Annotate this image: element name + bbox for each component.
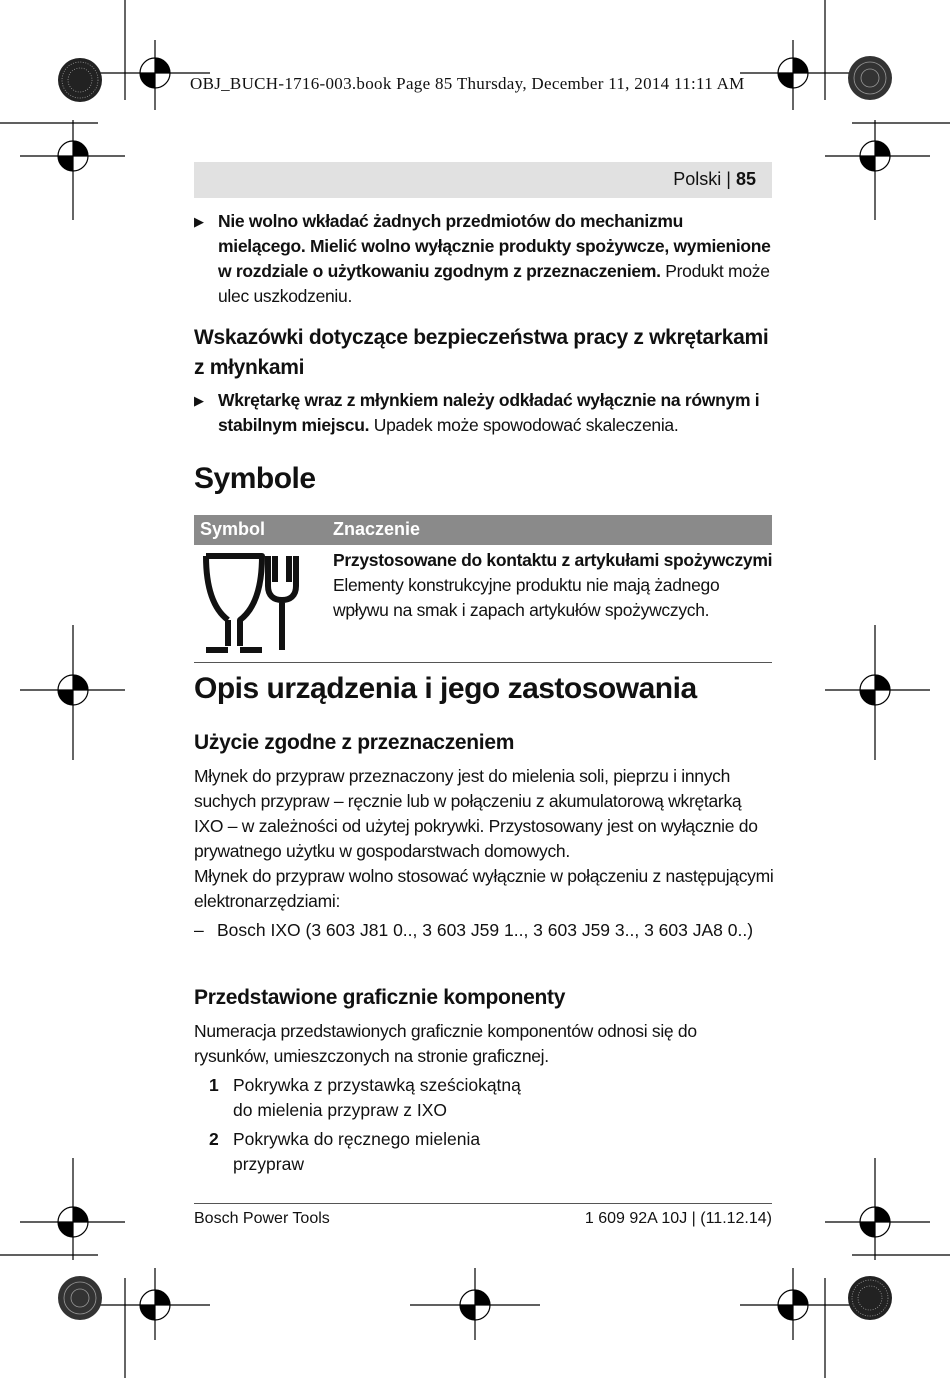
- component-text-2: Pokrywka do ręcznego mielenia przypraw: [233, 1129, 481, 1174]
- footer-code: 1 609 92A 10J | (11.12.14): [584, 1210, 772, 1227]
- food-safe-glass-fork-icon: [196, 550, 300, 656]
- dash-marker: –: [194, 920, 204, 940]
- page-header-label: Polski | 85: [673, 169, 756, 189]
- component-number-2: 2: [209, 1129, 219, 1149]
- language-label: Polski: [673, 169, 722, 189]
- intended-use-paragraph-1: Młynek do przypraw przeznaczony jest do mielenia soli, pieprzu i innych suchych przypraw – ręcznie lub w połączeniu z akumulatorową wkrętarką IXO – w zależności od użytej pokrywki. Przystosowany jest on wyłącznie do prywatnego użytku w gospodarstwach domowych.: [194, 766, 758, 861]
- components-intro: Numeracja przedstawionych graficznie komponentów odnosi się do rysunków, umieszczonych na stronie graficznej.: [194, 1021, 697, 1066]
- warning-normal-text: Produkt może ulec uszkodzeniu.: [218, 261, 770, 306]
- triangle-bullet-icon: ▶: [194, 214, 204, 229]
- warning-bullet-1: [194, 209, 774, 309]
- triangle-bullet-icon: ▶: [194, 393, 204, 408]
- page-header-bar: [194, 162, 772, 198]
- footer-rule: [194, 1203, 772, 1204]
- warning-bold-text: Nie wolno wkładać żadnych przedmiotów do mechanizmu mielącego. Mielić wolno wyłącznie produkty spożywcze, wymienione w rozdziale o użytkowaniu zgodnym z przeznaczeniem.: [218, 211, 771, 281]
- warning-normal-text: Upadek może spowodować skaleczenia.: [369, 415, 679, 435]
- intended-use-paragraph-2: Młynek do przypraw wolno stosować wyłącznie w połączeniu z następującymi elektronarzędziami:: [194, 866, 774, 911]
- component-text-1: Pokrywka z przystawką sześciokątną do mielenia przypraw z IXO: [233, 1075, 521, 1120]
- compatible-tools-text: Bosch IXO (3 603 J81 0.., 3 603 J59 1.., 3 603 J59 3.., 3 603 JA8 0..): [217, 920, 754, 940]
- print-header: OBJ_BUCH-1716-003.book Page 85 Thursday, December 11, 2014 11:11 AM: [190, 74, 745, 93]
- warning-bullet-2: [194, 388, 774, 438]
- safety-heading: Wskazówki dotyczące bezpieczeństwa pracy z wkrętarkami z młynkami: [194, 326, 769, 379]
- warning-bold-text: Wkrętarkę wraz z młynkiem należy odkładać wyłącznie na równym i stabilnym miejscu.: [218, 390, 760, 435]
- page-number: 85: [735, 169, 756, 189]
- symbol-table-header: [194, 515, 772, 545]
- table-bottom-rule: [194, 662, 772, 663]
- description-heading: Opis urządzenia i jego zastosowania: [194, 672, 697, 705]
- footer-brand: Bosch Power Tools: [194, 1210, 330, 1227]
- components-heading: Przedstawione graficznie komponenty: [194, 986, 566, 1009]
- column-meaning: Znaczenie: [333, 519, 421, 539]
- symbol-meaning-text: Elementy konstrukcyjne produktu nie mają żadnego wpływu na smak i zapach artykułów spożywczych.: [333, 575, 720, 620]
- symbols-heading: Symbole: [194, 462, 316, 495]
- compatible-tools-list-item: [194, 918, 774, 943]
- symbol-meaning: [333, 548, 773, 623]
- intended-use-heading: Użycie zgodne z przeznaczeniem: [194, 731, 515, 754]
- symbol-meaning-title: Przystosowane do kontaktu z artykułami spożywczymi: [333, 550, 773, 570]
- column-symbol: Symbol: [200, 519, 266, 539]
- component-number-1: 1: [209, 1075, 219, 1095]
